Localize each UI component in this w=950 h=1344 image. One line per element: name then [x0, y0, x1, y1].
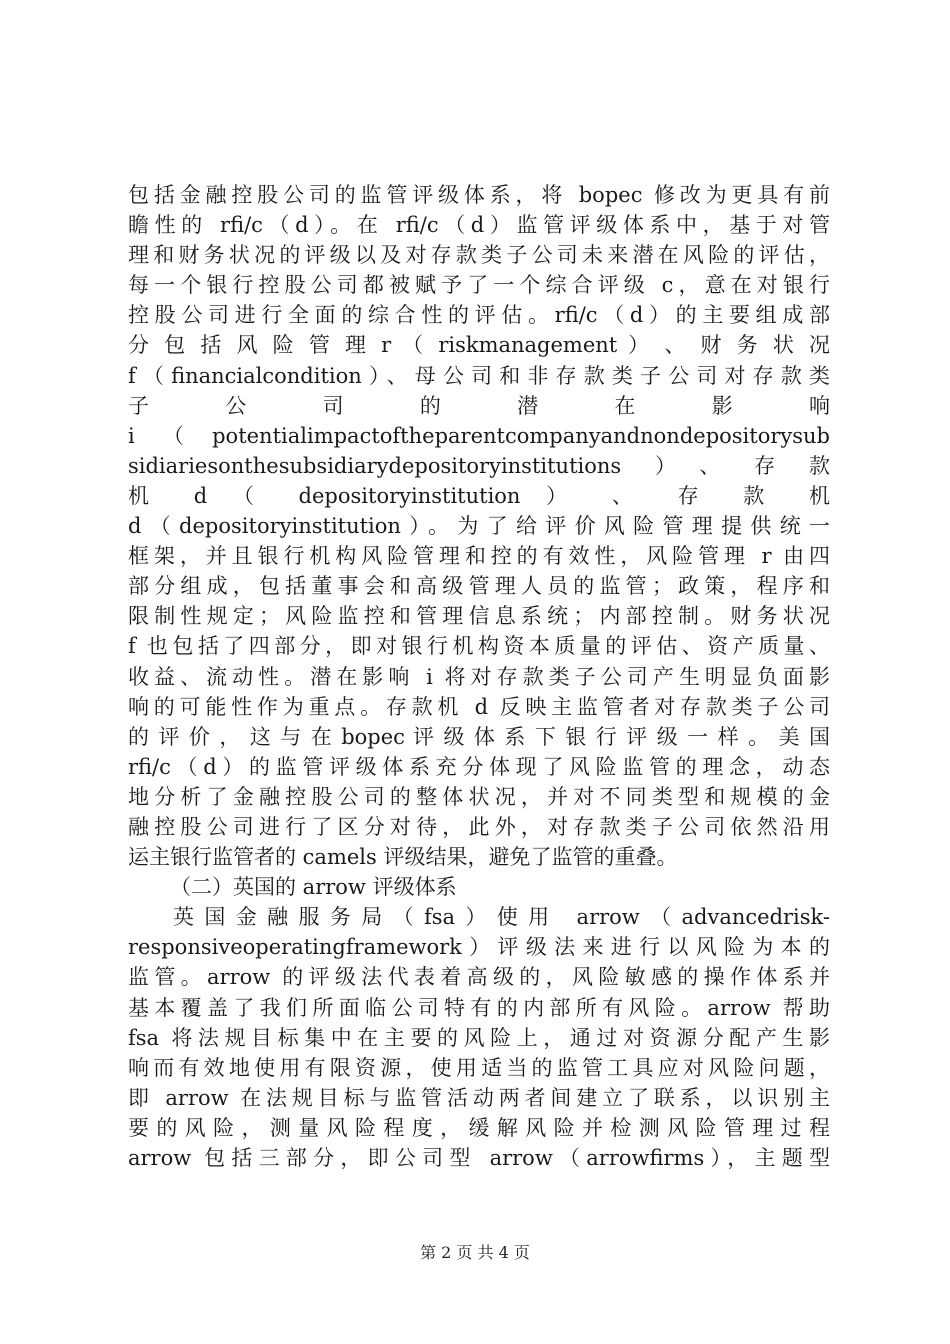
text-line: 收益、流动性。潜在影响 i 将对存款类子公司产生明显负面影	[128, 664, 830, 689]
text-line: 响的可能性作为重点。存款机 d 反映主监管者对存款类子公司	[128, 694, 830, 719]
text-line: d（depositoryinstitution）。为了给评价风险管理提供统一	[128, 514, 830, 539]
text-line: arrow 包括三部分，即公司型 arrow（arrowfirms），主题型	[128, 1146, 830, 1170]
text-line: 限制性规定；风险监控和管理信息系统；内部控制。财务状况	[128, 604, 830, 629]
paragraph-arrow-rating-system	[128, 902, 830, 1173]
text-line: 地分析了金融控股公司的整体状况，并对不同类型和规模的金	[128, 784, 830, 809]
text-line: 部分组成，包括董事会和高级管理人员的监管；政策，程序和	[128, 574, 830, 599]
page-footer: 第 2 页 共 4 页	[420, 1243, 530, 1262]
text-line: i（potentialimpactoftheparentcompanyandnondepositorysub	[128, 423, 830, 448]
text-line: 运主银行监管者的 camels 评级结果，避免了监管的重叠。	[128, 845, 678, 870]
document-body	[128, 180, 830, 1173]
text-line: 分 包 括 风 险 管 理 r （ riskmanagement ） 、 财 务 状 况	[128, 333, 830, 358]
text-line: 监管。arrow 的评级法代表着高级的，风险敏感的操作体系并	[128, 965, 830, 990]
text-line: 要的风险，测量风险程度，缓解风险并检测风险管理过程	[128, 1115, 830, 1140]
text-line: 的 评 价 ， 这 与 在 bopec 评 级 体 系 下 银 行 评 级 一 样 。 美 国	[128, 724, 830, 749]
text-line: 基本覆盖了我们所面临公司特有的内部所有风险。arrow 帮助	[128, 995, 830, 1020]
text-line: 包括金融控股公司的监管评级体系，将 bopec 修改为更具有前	[128, 183, 830, 207]
text-line: 融控股公司进行了区分对待，此外，对存款类子公司依然沿用	[128, 814, 830, 839]
text-line: rfi/c（d）的监管评级体系充分体现了风险监管的理念，动态	[128, 754, 830, 779]
text-line: 控股公司进行全面的综合性的评估。rfi/c（d）的主要组成部	[128, 303, 830, 328]
text-line: 即 arrow 在法规目标与监管活动两者间建立了联系，以识别主	[128, 1085, 830, 1110]
text-line: fsa 将法规目标集中在主要的风险上，通过对资源分配产生影	[128, 1025, 830, 1050]
text-line: sidiariesonthesubsidiarydepositoryinstitutions）、存款	[128, 453, 830, 478]
text-line: 响而有效地使用有限资源，使用适当的监管工具应对风险问题，	[128, 1055, 830, 1080]
text-line: 框架，并且银行机构风险管理和控的有效性，风险管理 r 由四	[128, 544, 830, 569]
text-line: 英国金融服务局（fsa）使用 arrow（advancedrisk-	[173, 905, 830, 930]
text-line: responsiveoperatingframework）评级法来进行以风险为本的	[128, 935, 830, 960]
text-line: 每一个银行控股公司都被赋予了一个综合评级 c，意在对银行	[128, 273, 830, 298]
text-line: 机 d （ depositoryinstitution ） 、 存 款 机	[128, 483, 830, 508]
paragraph-rfi-rating-system	[128, 180, 830, 872]
text-line: 瞻性的 rfi/c（d）。在 rfi/c（d）监管评级体系中，基于对管	[128, 213, 830, 238]
text-line: f 也包括了四部分，即对银行机构资本质量的评估、资产质量、	[128, 634, 830, 659]
text-line: 子 公 司 的 潜 在 影 响	[128, 393, 830, 418]
text-line: 理和财务状况的评级以及对存款类子公司未来潜在风险的评估，	[128, 243, 830, 268]
section-heading: （二）英国的 arrow 评级体系	[170, 875, 457, 900]
text-line: f（financialcondition）、母公司和非存款类子公司对存款类	[128, 363, 830, 388]
